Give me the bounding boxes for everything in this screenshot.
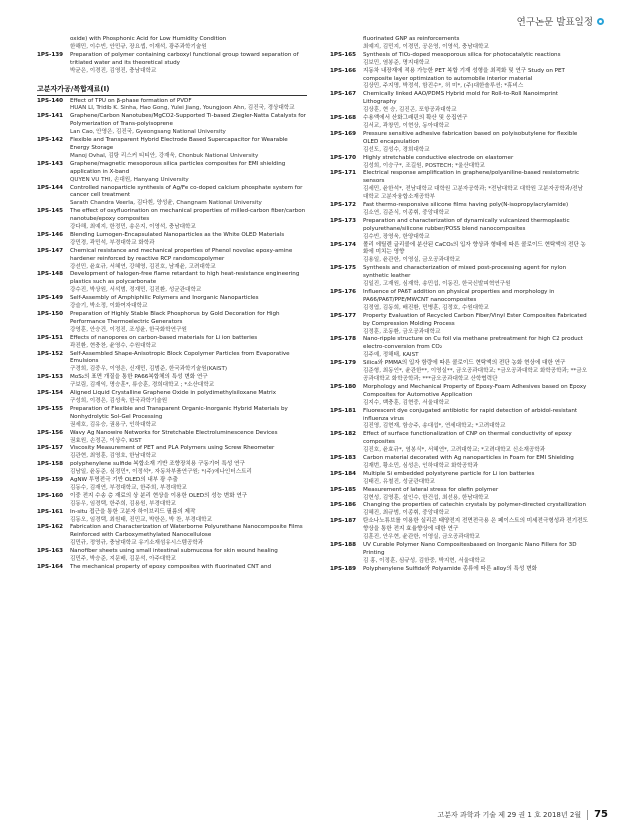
entry-authors: 김정훈, 조동환, 금오공과대학교 (363, 328, 441, 335)
entry-title: Self-Assembled Shape-Anisotropic Block Copolymer Particles from Evaporative Emulsions (70, 350, 290, 365)
entry-id: 1PS-176 (330, 289, 357, 295)
program-entry (37, 351, 307, 375)
entry-title: Fast thermo-responsive silicone films having poly(N-isopropylacrylamide) (363, 202, 569, 209)
entry-authors: 김동수, 김재연, 부경대학교, 한주희, 부경대학교 (70, 484, 187, 491)
entry-title: Fabrication and Characterization of Waterborne Polyurethane Nanocomposite Films Reinforced with Carboxymethylated Nanocellulose (70, 524, 303, 539)
entry-authors: 김성희, 이승구*, 조길원, POSTECH; *울산대학교 (363, 162, 485, 169)
entry-title: The mechanical property of epoxy composites with fluorinated CNT and (70, 564, 272, 570)
entry-title: fluorinated GNP as reinforcements (363, 36, 460, 42)
program-entry (37, 461, 307, 477)
entry-title: Silica와 PMMA의 입자 함량에 따른 콜로이드 현탁액의 전단 농화 현상에 대한 연구 (363, 360, 566, 367)
program-entry (37, 311, 307, 335)
program-entry (37, 390, 307, 406)
program-entry (37, 98, 307, 114)
entry-id: 1PS-166 (330, 67, 357, 74)
entry-title: Nanofiber sheets using small intestinal submucosa for skin wound healing (70, 548, 278, 555)
entry-title: Measurement of lateral stress for olefin polymer (363, 486, 499, 493)
page-number: 75 (594, 809, 608, 820)
entry-authors: 구성희, 이경은, 김성욱, 한국과학기술원 (70, 397, 168, 404)
entry-authors: 강민경, 곽민석, 부경대학교 화학과 (70, 239, 155, 246)
entry-id: 1PS-152 (37, 350, 64, 357)
entry-authors: 김재번, 황소민, 심성은, 인하대학교 화학공학과 (363, 462, 479, 469)
entry-id: 1PS-164 (37, 564, 64, 570)
entry-title: Fluorescent dye conjugated antibiotic for rapid detection of arbidol-resistant influenza virus (363, 407, 578, 422)
entry-authors: 김훈진, 안우현, 윤관한, 이영실, 금오공과대학교 (363, 534, 480, 541)
program-entry (330, 68, 588, 92)
entry-authors: 김남일, 윤동준, 심정민*, 이정석*, 자동차부품연구원; *(주)에나인터스트리 (70, 469, 252, 476)
entry-title: 탄소나노튜브를 이용한 실리콘 태양전지 전면전극용 은 페이스트의 미세전극형성과 전기전도향상을 통한 전지 효율향상에 대한 연구 (363, 518, 588, 533)
entry-title: 폴리 에틸렌 글리콜에 분산된 CaCO₃의 입자 향상과 형태에 따른 콜로이드 현탁액의 전단 농화에 미치는 영향 (363, 241, 586, 256)
entry-id: 1PS-180 (330, 383, 357, 390)
footer-journal: 고분자 과학과 기술 제 29 권 1 호 2018년 2월 (437, 810, 582, 819)
program-entry (330, 431, 588, 455)
entry-id: 1PS-158 (37, 461, 64, 468)
entry-authors: 구보림, 김재익, 명승훈*, 류승훈, 경희대학교 ; *소산대학교 (70, 382, 215, 389)
entry-id: 1PS-144 (37, 184, 64, 191)
entry-authors: 곽진환, 현충찬, 윤영수, 수원대학교 (70, 342, 157, 349)
entry-authors: 김정엽, 김동희, 배진환, 민병훈, 김정호, 수원대학교 (363, 304, 489, 311)
program-entry (330, 289, 588, 313)
entry-id: 1PS-184 (330, 470, 357, 477)
entry-authors: 김상민, 주지명, 박정석, 함진수*, 허 미*, (주)대한솔루션; *휴비스 (363, 83, 524, 90)
entry-id: 1PS-185 (330, 486, 357, 493)
entry-id: 1PS-147 (37, 247, 64, 254)
entry-title: Aligned Liquid Crystalline Graphene Oxide in polydimethylsiloxane Matrix (70, 390, 277, 397)
program-entry (37, 232, 307, 248)
entry-id: 1PS-141 (37, 113, 64, 120)
entry-title: Development of halogen-free flame retardant to high heat-resistance engineering plastics such as polycarbonate (70, 271, 300, 286)
entry-id: 1PS-146 (37, 231, 64, 238)
entry-authors: 김수빈, 장영욱, 한양대학교 (363, 233, 430, 240)
page-footer (438, 809, 608, 820)
entry-authors: 김주예, 정해태, KAIST (363, 352, 419, 359)
program-entry (330, 91, 588, 115)
entry-title: Synthesis of TiO₂-doped mesoporous silica for photocatalytic reactions (363, 51, 561, 58)
entry-id: 1PS-153 (37, 374, 64, 381)
entry-id: 1PS-179 (330, 360, 357, 367)
program-entry (330, 202, 588, 218)
entry-id: 1PS-183 (330, 455, 357, 462)
entry-id: 1PS-165 (330, 51, 357, 58)
entry-id: 1PS-186 (330, 502, 357, 509)
program-entry (37, 445, 307, 461)
entry-authors: 박균은, 이경진, 김영진, 충남대학교 (70, 67, 157, 74)
entry-id: 1PS-150 (37, 311, 64, 317)
program-entry (37, 524, 307, 548)
entry-id: 1PS-159 (37, 477, 64, 484)
entry-id: 1PS-156 (37, 429, 64, 436)
entry-id: 1PS-161 (37, 508, 64, 515)
program-entry (330, 566, 588, 574)
entry-id: 1PS-163 (37, 548, 64, 555)
entry-title: Preparation of Highly Stable Black Phosphorus by Gold Decoration for High Performance Thermoelectric Generators (70, 311, 280, 325)
entry-id: 1PS-171 (330, 170, 357, 177)
entry-authors: 김서교, 곽창민, 이현상, 동아대학교 (363, 122, 450, 129)
program-entry (37, 564, 307, 572)
program-entry (37, 36, 307, 52)
program-entry (37, 548, 307, 564)
entry-title: Self-Assembly of Amphiphilic Polymers and Inorganic Nanoparticles (70, 295, 259, 302)
entry-authors: 김현성, 김영훈, 설인수, 한건섭, 최선용, 한남대학교 (363, 494, 489, 501)
entry-authors: 김세민, 윤한석*, 전남대학교 대학원 고분자공학과; *전남대학교 대학원 고분자공학과/전남대학교 고분자융합소재공학부 (363, 186, 583, 201)
program-entry (37, 335, 307, 351)
entry-id: 1PS-178 (330, 336, 357, 343)
program-entry (330, 518, 588, 542)
entry-id: 1PS-175 (330, 265, 357, 272)
program-entry (37, 161, 307, 185)
entry-title: Preparation and characterization of dynamically vulcanized thermoplastic polyurethane/silicone rubber/POSS blend nanocomposites (363, 217, 570, 232)
entry-authors: 김소연, 김준식, 이종휘, 중앙대학교 (363, 209, 450, 216)
entry-title: Morphology and Mechanical Property of Epoxy-Foam Adhesives based on Epoxy Composites for Automotive Application (363, 383, 587, 398)
entry-authors: 강영훈, 안승건, 이정진, 조성윤, 한국화학연구원 (70, 326, 187, 333)
entry-id: 1PS-143 (37, 160, 64, 167)
entry-id: 1PS-170 (330, 154, 357, 161)
entry-title: The effect of oxyfluorination on mechanical properties of milled-carbon fiber/carbon nanotube/epoxy composites (70, 208, 306, 223)
program-entry (37, 208, 307, 232)
program-entry (37, 52, 307, 76)
entry-title: 지동차 내장재에 적용 가능한 PET 복합 기재 성형을 최적화 및 연구 Study on PET composite layer optimization to automobile interior material (363, 67, 565, 82)
entry-authors: 김지수, 백충훈, 김현중, 서울대학교 (363, 399, 450, 406)
entry-id: 1PS-160 (37, 492, 64, 499)
program-entry (330, 408, 588, 432)
program-entry (37, 137, 307, 161)
right-column (330, 36, 588, 574)
entry-title: oxide) with Phosphonic Acid for Low Humidity Condition (70, 36, 227, 42)
header-title: 연구논문 발표일정 (516, 17, 593, 28)
entry-title: Blending Lumogen-Encapsulated Nanoparticles as the White OLED Materials (70, 231, 285, 238)
entry-id: 1PS-139 (37, 51, 64, 58)
entry-title: Flexible and Transparent Hybrid Electrode Based Supercapacitor for Wearable Energy Storage (70, 137, 288, 151)
program-entry (330, 360, 588, 384)
program-entry (330, 487, 588, 503)
program-entry (330, 471, 588, 487)
entry-id: 1PS-140 (37, 97, 64, 104)
entry-id: 1PS-169 (330, 130, 357, 137)
program-entry (330, 155, 588, 171)
entry-title: Chemically linked AAO/PDMS Hybrid mold for Roll-to-Roll Nanoimprint Lithography (363, 91, 558, 106)
entry-authors: 구경희, 김중우, 이영은, 신재민, 김범준, 한국과학기술원(KAIST) (70, 366, 228, 373)
program-entry (37, 430, 307, 446)
entry-title: In-situ 접근을 통한 고분자 하이브리드 필름의 제작 (70, 508, 196, 515)
entry-title: Multiple Si embedded polystyrene particle for Li ion batteries (363, 470, 535, 477)
page-header (517, 14, 604, 28)
program-entry (330, 336, 588, 360)
entry-title: Effect of surface functionalization of CNP on thermal conductivity of epoxy composites (363, 431, 572, 446)
entry-id: 1PS-157 (37, 445, 64, 452)
entry-id: 1PS-142 (37, 137, 64, 144)
entry-id: 1PS-167 (330, 91, 357, 98)
entry-id: 1PS-149 (37, 295, 64, 302)
entry-id: 1PS-189 (330, 565, 357, 572)
program-entry (330, 542, 588, 566)
circle-bullet-icon (597, 18, 604, 25)
entry-authors: 강선민, 윤효규, 서혜연, 강혜영, 김진호, 남재윤, 고려대학교 (70, 263, 216, 270)
entry-title: Synthesis and characterization of mixed post-processing agent for nylon synthetic leather (363, 265, 567, 280)
entry-title: Preparation of polymer containing carboxyl functional group toward separation of tritiated water and its theoretical study (70, 51, 299, 66)
program-entry (37, 406, 307, 430)
entry-authors: 김선도, 김성수, 경희대학교 (363, 146, 430, 153)
entry-title: Chemical resistance and mechanical properties of Phenol novolac epoxy-amine hardener reinforced by reactive RCP randomcopolymer (70, 247, 293, 262)
entry-authors: 김용일, 윤관한, 이영실, 금오공과대학교 (363, 257, 461, 264)
entry-title: Effect of TPU on β-phase formation of PVDF (70, 97, 192, 104)
entry-title: Carbon material decorated with Ag nanoparticles in Foam for EMI Shielding (363, 455, 574, 462)
program-entry (330, 265, 588, 289)
program-entry (330, 170, 588, 202)
entry-id: 1PS-172 (330, 202, 357, 209)
entry-authors: 권세호, 김유승, 권용구, 인하대학교 (70, 421, 157, 428)
program-entry (330, 242, 588, 266)
program-entry (37, 271, 307, 295)
entry-id: 1PS-154 (37, 390, 64, 397)
entry-title: Changing the properties of catechin crystals by polymer-directed crystallization (363, 502, 587, 509)
entry-authors: 김동오, 임경택, 최원태, 진민교, 박한은, 박 찬, 부경대학교 (70, 516, 212, 523)
entry-id: 1PS-187 (330, 518, 357, 525)
entry-id: 1PS-182 (330, 431, 357, 438)
entry-title: Highly stretchable conductive electrode on elastomer (363, 154, 514, 161)
entry-id: 1PS-174 (330, 241, 357, 248)
entry-title: Wavy Ag Nanowire Networks for Stretchable Electroluminescence Devices (70, 429, 278, 436)
program-entry (330, 52, 588, 68)
entry-title: Influence of PA6T addition on physical properties and morphology in PA66/PA6T/PPE/MWCNT nanocomposites (363, 289, 555, 303)
entry-title: Pressure sensitive adhesive fabrication based on polyisobutylene for flexible OLED encapsulation (363, 130, 578, 145)
entry-id: 1PS-162 (37, 524, 64, 531)
entry-title: Graphene/magnetic mesoporous silica particles composites for EMI shielding application in X-band (70, 160, 286, 175)
program-entry (330, 455, 588, 471)
footer-separator (587, 810, 588, 820)
program-entry (330, 313, 588, 337)
program-entry (37, 509, 307, 525)
entry-authors: Sarath Chandra Veerla, 김다흰, 양성윤, Changnam National University (70, 200, 262, 207)
program-entry (330, 384, 588, 408)
entry-title: AgNW 투명전극 기반 OLED의 내부 광 추출 (70, 477, 178, 484)
entry-title: Viscosity Measurement of PET and PLA Polymers using Screw Rheometer (70, 445, 275, 452)
entry-title: Property Evaluation of Recycled Carbon Fiber/Vinyl Ester Composites Fabricated by Compression Molding Process (363, 312, 587, 327)
program-entry (37, 374, 307, 390)
entry-id: 1PS-148 (37, 271, 64, 278)
program-entry (37, 493, 307, 509)
entry-title: Effects of nanopores on carbon-based materials for Li ion batteries (70, 334, 258, 341)
entry-id: 1PS-155 (37, 405, 64, 412)
entry-authors: 한해민, 이수빈, 안민규, 장요셉, 이재석, 광주과학기술원 (70, 43, 207, 50)
left-column (37, 36, 307, 572)
entry-title: Controlled nanoparticle synthesis of Ag/Fe co-doped calcium phosphate system for cancer cell treatment (70, 184, 303, 199)
entry-id: 1PS-145 (37, 208, 64, 215)
entry-id: 1PS-173 (330, 217, 357, 224)
entry-authors: Lan Cao, 안영은, 김진국, Gyeongsang National University (70, 129, 226, 136)
entry-authors: 강다해, 최예지, 한정민, 송은지, 이영석, 충남대학교 (70, 224, 196, 231)
entry-authors: 김준형, 최동인*, 윤관한**, 이영실**, 금오공과대학교; *금오공과대학교 화학공학과; **금오공과대학교 화학공학과; ***금오공과대학교 산학협력단 (363, 368, 588, 382)
entry-authors: HUAN LI, Tridib K. Sinha, Hao Gong, Yulei Jiang, Youngjoon Ahn, 김진국, 경상대학교 (70, 105, 295, 112)
entry-title: 수용액에서 산화그래핀의 확산 및 응집연구 (363, 115, 468, 122)
entry-title: Electrical response amplification in graphene/polyaniline-based resistometric sensors (363, 170, 580, 185)
entry-title: polyphenylene sulfide 복합소재 기반 조향장치용 구동기어 특성 연구 (70, 461, 245, 468)
entry-title: Graphene/Carbon Nanotubes/MgCO2-Supported Ti-based Ziegler-Natta Catalysts for Polymerization of Trans-polyisoprene (70, 113, 306, 128)
entry-title: Polyphenylene Sulfide와 Polyamide 종류에 따른 alloy의 특성 변화 (363, 565, 538, 572)
entry-authors: 김관현, 최영훈, 김영호, 한남대학교 (70, 453, 157, 460)
entry-authors: 최예지, 김민지, 이경민, 공은영, 이영석, 충남대학교 (363, 43, 489, 50)
entry-title: Nano-ripple structure on Cu foil via methane pretreatment for high C2 product electro-conversion from CO₂ (363, 336, 583, 351)
program-entry (330, 36, 588, 52)
entry-id: 1PS-177 (330, 312, 357, 319)
entry-authors: 김민주, 박승준, 지문배, 김문석, 아주대학교 (70, 556, 177, 563)
program-entry (37, 248, 307, 272)
program-entry (330, 115, 588, 131)
entry-authors: 김태진, 유철진, 성균관대학교 (363, 478, 435, 485)
entry-authors: 강슬기, 박소정, 이화여자대학교 (70, 303, 148, 310)
entry-authors: 김혜진, 최규범, 이종휘, 중앙대학교 (363, 510, 450, 517)
entry-authors: 김상훈, 현 승, 김진곤, 포항공과대학교 (363, 107, 457, 114)
program-entry (37, 185, 307, 209)
entry-authors: 권효원, 손정곤, 이상수, KIST (70, 437, 142, 444)
entry-title: UV Curable Polymer Nano Compositesbased on Inorganic Nano Fillers for 3D Printing (363, 542, 577, 556)
entry-authors: 김보민, 염봉준, 명지대학교 (363, 59, 430, 66)
entry-authors: Manoj Ovhal, 김탕 리스커 티티안, 강재욱, Chonbuk National University (70, 152, 259, 159)
program-entry (37, 295, 307, 311)
program-entry (330, 502, 588, 518)
entry-authors: 김동우, 임경택, 한주희, 김용원, 부경대학교 (70, 500, 177, 507)
entry-authors: QUYEN VU THI, 손대원, Hanyang University (70, 176, 189, 183)
entry-title: MoS₂의 표면 개질을 통한 PA66복합체의 특성 변화 연구 (70, 374, 208, 381)
entry-authors: 김진영, 김현재, 함승주, 송대섭*, 연세대학교; *고려대학교 (363, 423, 506, 430)
entry-authors: 김민규, 정영규, 충남대학교 유기소재섬유시스템공학과 (70, 540, 204, 547)
entry-id: 1PS-168 (330, 115, 357, 122)
program-entry (37, 477, 307, 493)
section-title: 고분자가공/복합재료(I) (37, 85, 307, 96)
entry-authors: 김일진, 고재원, 심재학, 송민섭, 이동진, 한국신발피혁연구원 (363, 281, 511, 288)
program-entry (37, 113, 307, 137)
entry-id: 1PS-188 (330, 542, 357, 548)
entry-title: Preparation of Flexible and Transparent Organic-Inorganic Hybrid Materials by Nonhydrolytic Sol-Gel Processing (70, 405, 288, 420)
entry-authors: 김진호, 윤효규*, 염봉식*, 서혜연*, 고려대학교; *고려대학교 신소재공학과 (363, 447, 546, 454)
entry-id: 1PS-151 (37, 334, 64, 341)
program-entry (330, 218, 588, 242)
entry-authors: 강수진, 박상원, 서석범, 정재민, 김진환, 성균관대학교 (70, 287, 202, 294)
entry-id: 1PS-181 (330, 407, 357, 414)
entry-authors: 김 홍, 이정훈, 심규성, 김한중, 박지현, 서울대학교 (363, 557, 486, 564)
program-entry (330, 131, 588, 155)
entry-title: 이중 전지 수송 층 재료의 상 분리 현상을 이용한 OLED의 성능 변화 연구 (70, 492, 248, 499)
